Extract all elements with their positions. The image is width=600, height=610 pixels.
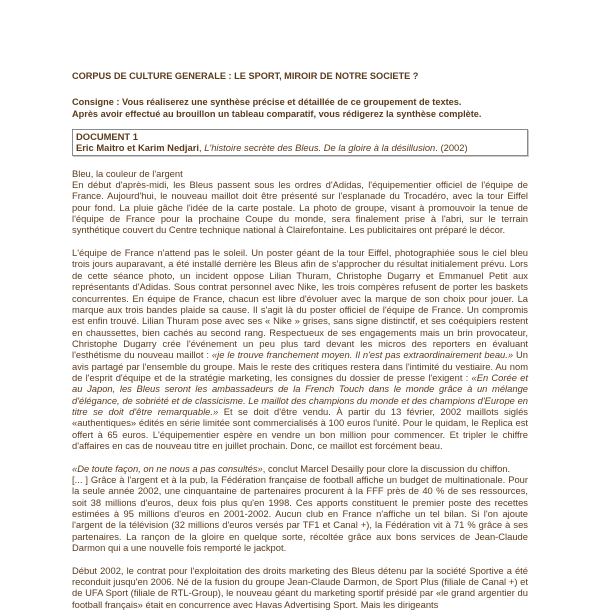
paragraph-3 — [72, 463, 528, 554]
document-authors: Eric Maitro et Karim Nedjari — [76, 142, 199, 154]
text-heading: Bleu, la couleur de l'argent — [72, 167, 183, 179]
instructions-line-2: Après avoir effectué au brouillon un tableau comparatif, vous rédigerez la synthèse complète. — [72, 108, 482, 119]
quote-desailly: «De toute façon, on ne nous a pas consultés» — [72, 462, 263, 474]
quote-dugarry: «je le trouve franchement moyen. Il n'est pas extraordinairement beau.» — [211, 349, 514, 361]
document-reference-box — [72, 129, 528, 156]
document-year: . (2002) — [435, 142, 468, 154]
paragraph-2 — [72, 247, 528, 451]
instructions-line-1: Consigne : Vous réaliserez une synthèse précise et détaillée de ce groupement de textes. — [72, 97, 462, 108]
paragraph-4: Début 2002, le contrat pour l'exploitation des droits marketing des Bleus détenu par la société Sportive a été reconduit jusqu'en 2006. Né de la fusion du groupe Jean-Claude Darmon, de Sport Plus (filiale de Canal +) et de UFA Sport (filiale de RTL-Group), le nouveau géant du marketing sportif présidé par «le grand argentier du football français» était en concurrence avec Havas Advertising Sport. Mais les dirigeants — [72, 564, 528, 610]
quote-press-kit: «En Corée et au Japon, les Bleus seront les ambassadeurs de la French Touch dans le monde grâce à un mélange d'élégance, de sobriété et de classicisme. Le maillot des champions du monde et des champions d'Europe en titre se doit d'être remarquable.» — [72, 371, 528, 417]
paragraph-2-part-c: Et se doit d'être vendu. À partir du 13 février, 2002 maillots siglés «authentiques» édités en série limitée sont commercialisés à 100 euros l'unité. Pour le quidam, le Replica est offert à 65 euros. L'équipementier espère en vendre un bon million pour commencer. Et tripler le chiffre d'affaires en cas de nouveau titre en juillet prochain. Donc, ce maillot est forcément beau. — [72, 405, 528, 451]
instructions — [72, 97, 528, 120]
paragraph-2-part-b: Un avis partagé par l'ensemble du groupe. Mais le reste des critiques restera dans l'intimité du vestiaire. Au nom de l'esprit d'équipe et de la stratégie marketing, les consignes du dossier de presse l'exigent : — [72, 349, 529, 383]
paragraph-1: En début d'après-midi, les Bleus passent sous les ordres d'Adidas, l'équipementier officiel de l'équipe de France. Aujourd'hui, le nouveau maillot doit être présenté sur l'esplanade du Trocadéro, avec la tour Eiffel pour fond. La pluie gâche l'idée de la carte postale. La photo de groupe, visant à promouvoir la tenue de l'équipe de France pour la prochaine Coupe du monde, sera finalement prise à l'abri, sur le terrain synthétique couvert du Centre technique national à Clairefontaine. Les publicitaires ont préparé le décor. — [72, 179, 528, 236]
source-separator: , — [198, 142, 205, 154]
paragraph-2-part-a: L'équipe de France n'attend pas le soleil. Un poster géant de la tour Eiffel, photographiée sous le ciel bleu trois jours auparavant, a été installé derrière les Bleus afin de s'approcher du résultat initialement prévu. Lors de cette séance photo, un incident oppose Lilian Thuram, Christophe Dugarry et Emmanuel Petit aux représentants d'Adidas. Sous contrat personnel avec Nike, les trois compères refusent de porter les baskets concurrentes. En équipe de France, chacun est libre d'évoluer avec la marque de son choix pour jouer. La marque aux trois bandes plaide sa cause. Il s'agit là du poster officiel de l'équipe de France. Un compromis est enfin trouvé. Lilian Thuram pose avec ses « Nike » grises, sans signe distinctif, et ses coéquipiers restent en chaussettes, bien cachés au second rang. Respectueux de ses engagements mais un brin provocateur, Christophe Dugarry crée l'événement un peu plus tard devant les micros des reporters en évaluant l'esthétisme du nouveau maillot : — [72, 247, 528, 361]
document-source — [76, 142, 524, 153]
corpus-title: CORPUS DE CULTURE GENERALE : LE SPORT, MIROIR DE NOTRE SOCIETE ? — [72, 71, 419, 81]
paragraph-3-part-b: [... ] Grâce à l'argent et à la pub, la Fédération française de football affiche un budget de multinationale. Pour la seule année 2002, une cinquantaine de partenaires procurent à la FFF près de 40 % de ses ressources, soit 38 millions d'euros, deux fois plus qu'en 1998. Ces apports constituent le premier poste des recettes estimées à 95 millions d'euros en 2001-2002. Aucun club en France n'affiche un tel bilan. Si l'on ajoute l'argent de la télévision (32 millions d'euros versés par TF1 et Canal +), la Fédération vit à 71 % grâce à ses partenaires. La rançon de la gloire en quelque sorte, récoltée grâce aux bons services de Jean-Claude Darmon qui a une nouvelle fois remporté le jackpot. — [72, 474, 528, 554]
document-label: DOCUMENT 1 — [76, 131, 138, 143]
document-work-title: L'histoire secrète des Bleus. De la gloire à la désillusion — [204, 142, 436, 154]
document-page — [72, 71, 528, 610]
paragraph-3-part-a: , conclut Marcel Desailly pour clore la discussion du chiffon. — [262, 462, 511, 474]
